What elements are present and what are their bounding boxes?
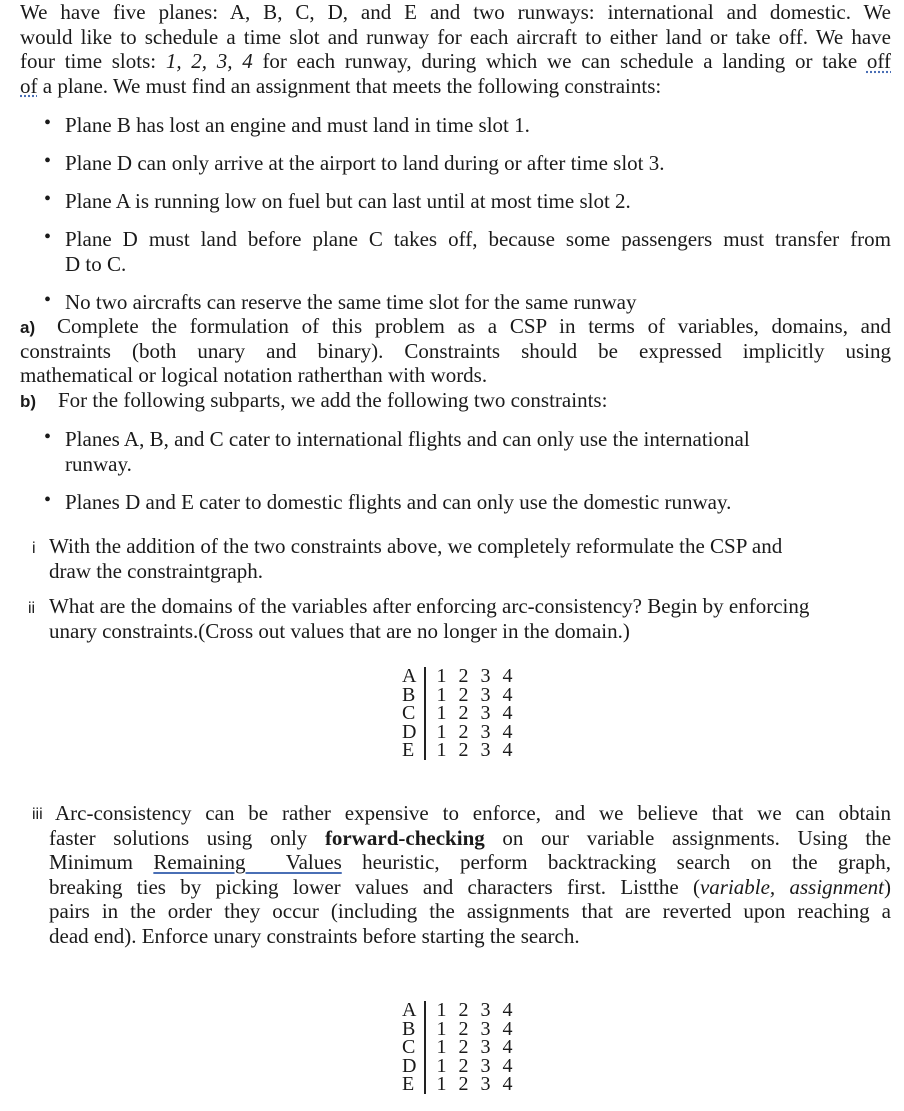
constraint-4 <box>65 227 891 277</box>
domain-value: 4 <box>502 702 513 725</box>
constraint-5: No two aircrafts can reserve the same time slot for the same runway <box>65 290 637 314</box>
intro-line-4-rest: a plane. We must find an assignment that meets the following constraints: <box>42 73 662 98</box>
domain-variable: A <box>402 999 417 1021</box>
domain-variable: C <box>402 1036 416 1059</box>
intro-paragraph <box>20 0 891 98</box>
domain-value: 4 <box>502 1073 513 1096</box>
domain-value: 1 <box>436 739 447 762</box>
constraint-4-line-2: D to C. <box>65 252 127 276</box>
sub-iii-label: iii <box>32 806 43 823</box>
domain-value: 1 <box>436 1054 447 1077</box>
domain-value: 1 <box>436 720 447 743</box>
domain-separator <box>424 1001 426 1020</box>
domain-value: 1 <box>436 1017 447 1040</box>
part-a-line-3: mathematical or logical notation ratherthan with words. <box>20 363 488 387</box>
intro-line-3-rest: for each runway, during which we can schedule a landing or take <box>262 49 858 73</box>
sub-ii-line-1: What are the domains of the variables after enforcing arc-consistency? Begin by enforcing <box>49 594 810 618</box>
sub-iii-line-4 <box>49 875 891 900</box>
sub-iii-line-3a: Minimum <box>49 850 134 875</box>
bullet-icon: • <box>44 226 52 248</box>
part-b-text: For the following subparts, we add the following two constraints: <box>58 388 608 412</box>
domain-table-2 <box>402 1001 519 1094</box>
domain-variable: B <box>402 1017 416 1040</box>
remaining-values-term: Remaining Values <box>153 850 342 875</box>
sub-ii-text <box>49 594 877 644</box>
domain-value: 1 <box>436 1073 447 1096</box>
intro-line-1: We have five planes: A, B, C, D, and E and two runways: international and domestic. We <box>20 0 891 24</box>
domain-variable: E <box>402 739 415 762</box>
sub-iii-line-6: dead end). Enforce unary constraints before starting the search. <box>49 923 580 948</box>
bullet-icon: • <box>44 426 52 448</box>
sub-i-line-1: With the addition of the two constraints above, we completely reformulate the CSP and <box>49 534 783 558</box>
domain-value: 2 <box>458 665 469 687</box>
variable-assignment-term: variable, assignment <box>699 874 884 899</box>
domain-value: 3 <box>480 683 491 706</box>
sub-iii-line-1: Arc-consistency can be rather expensive to enforce, and we believe that we can obtain <box>55 801 891 825</box>
domain-value: 2 <box>458 1017 469 1040</box>
constraint-3: Plane A is running low on fuel but can last until at most time slot 2. <box>65 189 631 213</box>
domain-value: 2 <box>458 1073 469 1096</box>
domain-separator <box>424 1020 426 1039</box>
domain-separator <box>424 741 426 760</box>
sub-iii-line-2c: on our variable assignments. Using the <box>502 825 891 850</box>
domain-separator <box>424 686 426 705</box>
domain-value: 2 <box>458 683 469 706</box>
domain-value: 3 <box>480 1073 491 1096</box>
intro-line-4 <box>20 74 891 99</box>
domain-table-1 <box>402 667 519 760</box>
domain-value: 2 <box>458 1054 469 1077</box>
domain-separator <box>424 1075 426 1094</box>
sub-ii-label: ii <box>28 600 36 617</box>
part-a-label: a) <box>20 318 36 337</box>
domain-value: 2 <box>458 1036 469 1059</box>
part-a-line-2: constraints (both unary and binary). Constraints should be expressed implicitly using <box>20 338 891 363</box>
bullet-icon: • <box>44 112 52 134</box>
domain-value: 4 <box>502 999 513 1021</box>
domain-variable: D <box>402 1054 417 1077</box>
domain-value: 4 <box>502 1036 513 1059</box>
domain-value: 4 <box>502 1054 513 1077</box>
sub-iii-line-3c: heuristic, perform backtracking search on the graph, <box>362 850 891 875</box>
domain-row <box>402 1038 519 1057</box>
domain-value: 2 <box>458 999 469 1021</box>
domain-value: 4 <box>502 720 513 743</box>
sub-iii-line-4a: breaking ties by picking lower values and characters first. Listthe ( <box>49 874 700 899</box>
domain-row <box>402 704 519 723</box>
part-b-bullet-2: Planes D and E cater to domestic flights and can only use the domestic runway. <box>65 490 732 514</box>
domain-value: 1 <box>436 665 447 687</box>
domain-value: 1 <box>436 999 447 1021</box>
domain-variable: D <box>402 720 417 743</box>
sub-i-label: i <box>32 540 36 557</box>
domain-value: 1 <box>436 683 447 706</box>
sub-i-line-2: draw the constraintgraph. <box>49 559 264 583</box>
bullet-icon: • <box>44 289 52 311</box>
domain-value: 3 <box>480 1054 491 1077</box>
domain-value: 3 <box>480 999 491 1021</box>
domain-variable: E <box>402 1073 415 1096</box>
sub-iii-line-3 <box>49 850 891 875</box>
domain-value: 1 <box>436 702 447 725</box>
sub-ii-line-2: unary constraints.(Cross out values that are no longer in the domain.) <box>49 619 630 643</box>
domain-value: 3 <box>480 1017 491 1040</box>
domain-separator <box>424 1038 426 1057</box>
intro-word-of: of <box>20 73 38 98</box>
domain-separator <box>424 723 426 742</box>
domain-value: 2 <box>458 739 469 762</box>
domain-value: 2 <box>458 720 469 743</box>
domain-value: 3 <box>480 720 491 743</box>
bullet-icon: • <box>44 489 52 511</box>
sub-iii-line-5: pairs in the order they occur (including the assignments that are reverted upon reaching a <box>49 899 891 924</box>
domain-variable: C <box>402 702 416 725</box>
domain-value: 4 <box>502 665 513 687</box>
domain-value: 3 <box>480 739 491 762</box>
bullet-icon: • <box>44 188 52 210</box>
intro-line-3 <box>20 49 891 74</box>
domain-separator <box>424 704 426 723</box>
part-b-bullet-1-line-2: runway. <box>65 452 132 476</box>
domain-variable: B <box>402 683 416 706</box>
part-b-bullet-1 <box>65 427 855 477</box>
intro-time-slots-values: 1, 2, 3, 4 <box>165 49 253 73</box>
bullet-icon: • <box>44 150 52 172</box>
part-b-label: b) <box>20 392 37 411</box>
domain-value: 4 <box>502 1017 513 1040</box>
domain-separator <box>424 667 426 686</box>
sub-iii-text <box>49 801 891 949</box>
domain-row <box>402 1075 519 1094</box>
domain-value: 2 <box>458 702 469 725</box>
part-a-text <box>20 314 891 388</box>
domain-value: 3 <box>480 665 491 687</box>
constraint-1: Plane B has lost an engine and must land in time slot 1. <box>65 113 530 137</box>
domain-value: 4 <box>502 739 513 762</box>
constraint-4-line-1: Plane D must land before plane C takes off, because some passengers must transfer from <box>65 227 891 251</box>
domain-value: 4 <box>502 683 513 706</box>
part-b-bullet-1-line-1: Planes A, B, and C cater to international flights and can only use the international <box>65 427 750 451</box>
intro-line-2: would like to schedule a time slot and runway for each aircraft to either land or take off. We have <box>20 24 891 49</box>
sub-iii-line-4c: ) <box>884 874 891 899</box>
domain-value: 3 <box>480 702 491 725</box>
intro-time-slots-label: four time slots: <box>20 49 157 73</box>
constraint-2: Plane D can only arrive at the airport to land during or after time slot 3. <box>65 151 665 175</box>
domain-row <box>402 1001 519 1020</box>
domain-value: 3 <box>480 1036 491 1059</box>
domain-row <box>402 741 519 760</box>
sub-i-text <box>49 534 851 584</box>
intro-word-off: off <box>866 49 891 73</box>
domain-variable: A <box>402 665 417 687</box>
domain-row <box>402 667 519 686</box>
sub-iii-line-2 <box>49 826 891 851</box>
sub-iii-line-2a: faster solutions using only <box>49 825 308 850</box>
domain-value: 1 <box>436 1036 447 1059</box>
part-a-line-1: Complete the formulation of this problem as a CSP in terms of variables, domains, and <box>57 314 891 338</box>
domain-separator <box>424 1057 426 1076</box>
forward-checking-term: forward-checking <box>324 825 485 850</box>
